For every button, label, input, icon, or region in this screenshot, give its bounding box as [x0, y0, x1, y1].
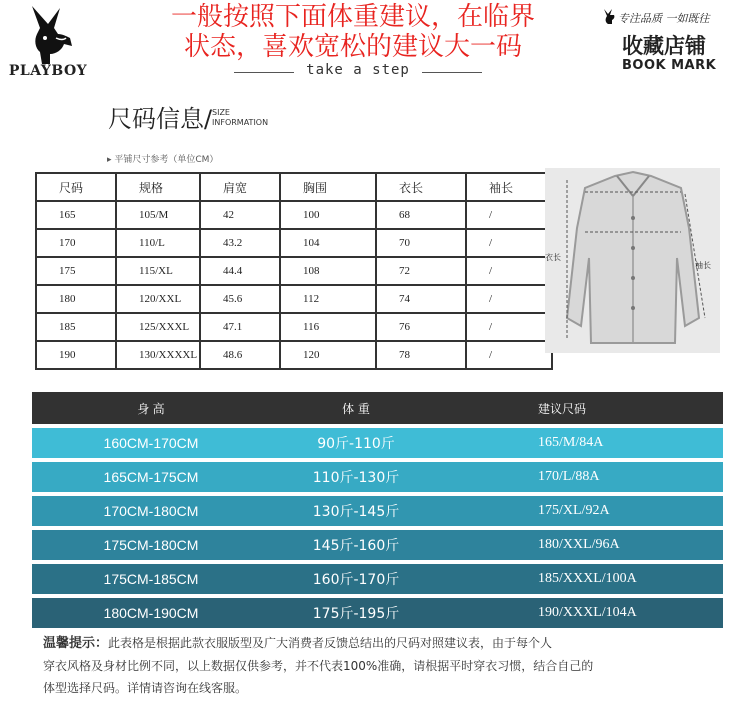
- cell-size: 180: [36, 285, 116, 313]
- shirt-outline-icon: [545, 168, 720, 353]
- tips-line-1: 此表格是根据此款衣服版型及广大消费者反馈总结出的尺码对照建议表，由于每个人: [108, 636, 553, 650]
- cell-weight: 110斤-130斤: [270, 462, 442, 492]
- tips-line-2: 穿衣风格及身材比例不同，以上数据仅供参考，并不代表100%准确，请根据平时穿衣习惯，结合自己的: [43, 659, 594, 673]
- cell-height: 175CM-185CM: [32, 564, 270, 594]
- bunny-logo-icon: [20, 4, 74, 66]
- cell-height: 170CM-180CM: [32, 496, 270, 526]
- cell-spec: 110/L: [116, 229, 200, 257]
- cell-height: 160CM-170CM: [32, 428, 270, 458]
- cell-spec: 105/M: [116, 201, 200, 229]
- cell-weight: 130斤-145斤: [270, 496, 442, 526]
- cell-size: 185: [36, 313, 116, 341]
- tagline: take a step: [306, 62, 410, 78]
- cell-sleeve: /: [466, 313, 552, 341]
- cell-size: 190/XXXL/104A: [442, 598, 723, 628]
- cell-shoulder: 42: [200, 201, 280, 229]
- cell-length: 72: [376, 257, 466, 285]
- table-row: [36, 285, 552, 313]
- headline-line-1: 一般按照下面体重建议，在临界: [170, 2, 535, 32]
- column-header: 袖长: [466, 173, 552, 201]
- column-header-height: 身 高: [32, 392, 270, 424]
- column-header-size: 建议尺码: [442, 392, 723, 424]
- cell-size: 170/L/88A: [442, 462, 723, 492]
- cell-chest: 116: [280, 313, 376, 341]
- cell-chest: 112: [280, 285, 376, 313]
- recommendation-header: [32, 392, 723, 424]
- cell-size: 170: [36, 229, 116, 257]
- tips-note: [43, 632, 723, 699]
- cell-chest: 108: [280, 257, 376, 285]
- diagram-label-sleeve: 袖长: [695, 261, 711, 270]
- cell-length: 70: [376, 229, 466, 257]
- cell-size: 175: [36, 257, 116, 285]
- tagline-divider-left: [234, 72, 294, 73]
- brand-name: PLAYBOY: [8, 63, 88, 79]
- size-table: [35, 172, 553, 370]
- table-row: [36, 257, 552, 285]
- bookmark-slogan: 专注品质 一如既往: [618, 12, 710, 25]
- column-header: 尺码: [36, 173, 116, 201]
- cell-length: 68: [376, 201, 466, 229]
- table-row: [32, 428, 723, 458]
- tips-label: 温馨提示：: [43, 636, 109, 651]
- cell-shoulder: 44.4: [200, 257, 280, 285]
- column-header-weight: 体 重: [270, 392, 442, 424]
- diagram-label-length: 衣长: [545, 253, 561, 262]
- column-header: 肩宽: [200, 173, 280, 201]
- size-info-en-line-1: SIZE: [212, 108, 230, 117]
- headline: [118, 2, 588, 62]
- cell-spec: 115/XL: [116, 257, 200, 285]
- cell-shoulder: 47.1: [200, 313, 280, 341]
- size-table-header: [36, 173, 552, 201]
- cell-shoulder: 43.2: [200, 229, 280, 257]
- cell-spec: 120/XXL: [116, 285, 200, 313]
- cell-chest: 120: [280, 341, 376, 369]
- table-row: [32, 530, 723, 560]
- flat-measure-note: ▸ 平铺尺寸参考（单位CM）: [107, 155, 219, 165]
- size-info-en-line-2: INFORMATION: [212, 118, 269, 127]
- cell-sleeve: /: [466, 257, 552, 285]
- table-row: [32, 598, 723, 628]
- cell-size: 165: [36, 201, 116, 229]
- shirt-measure-diagram: [545, 168, 720, 353]
- size-recommendation-table: [32, 388, 723, 632]
- cell-height: 180CM-190CM: [32, 598, 270, 628]
- table-row: [36, 201, 552, 229]
- table-row: [32, 496, 723, 526]
- cell-sleeve: /: [466, 341, 552, 369]
- bookmark-title: 收藏店铺: [622, 34, 706, 58]
- bookmark-store-badge[interactable]: [598, 4, 748, 78]
- column-header: 胸围: [280, 173, 376, 201]
- headline-line-2: 状态，喜欢宽松的建议大一码: [183, 32, 522, 62]
- cell-length: 76: [376, 313, 466, 341]
- cell-height: 165CM-175CM: [32, 462, 270, 492]
- tips-line-3: 体型选择尺码。详情请咨询在线客服。: [43, 681, 248, 695]
- cell-size: 165/M/84A: [442, 428, 723, 458]
- column-header: 规格: [116, 173, 200, 201]
- cell-weight: 175斤-195斤: [270, 598, 442, 628]
- cell-chest: 104: [280, 229, 376, 257]
- cell-spec: 130/XXXXL: [116, 341, 200, 369]
- size-info-title-en: [212, 108, 268, 128]
- cell-length: 74: [376, 285, 466, 313]
- bookmark-subtitle: BOOK MARK: [622, 58, 717, 73]
- table-row: [32, 462, 723, 492]
- cell-weight: 145斤-160斤: [270, 530, 442, 560]
- cell-weight: 160斤-170斤: [270, 564, 442, 594]
- cell-shoulder: 48.6: [200, 341, 280, 369]
- cell-size: 175/XL/92A: [442, 496, 723, 526]
- cell-spec: 125/XXXL: [116, 313, 200, 341]
- table-row: [36, 229, 552, 257]
- cell-height: 175CM-180CM: [32, 530, 270, 560]
- table-row: [32, 564, 723, 594]
- tagline-divider-right: [422, 72, 482, 73]
- column-header: 衣长: [376, 173, 466, 201]
- cell-sleeve: /: [466, 229, 552, 257]
- table-row: [36, 341, 552, 369]
- cell-chest: 100: [280, 201, 376, 229]
- cell-shoulder: 45.6: [200, 285, 280, 313]
- cell-size: 180/XXL/96A: [442, 530, 723, 560]
- cell-sleeve: /: [466, 201, 552, 229]
- cell-length: 78: [376, 341, 466, 369]
- size-info-title: 尺码信息/: [108, 105, 213, 133]
- cell-sleeve: /: [466, 285, 552, 313]
- table-row: [36, 313, 552, 341]
- cell-weight: 90斤-110斤: [270, 428, 442, 458]
- cell-size: 185/XXXL/100A: [442, 564, 723, 594]
- cell-size: 190: [36, 341, 116, 369]
